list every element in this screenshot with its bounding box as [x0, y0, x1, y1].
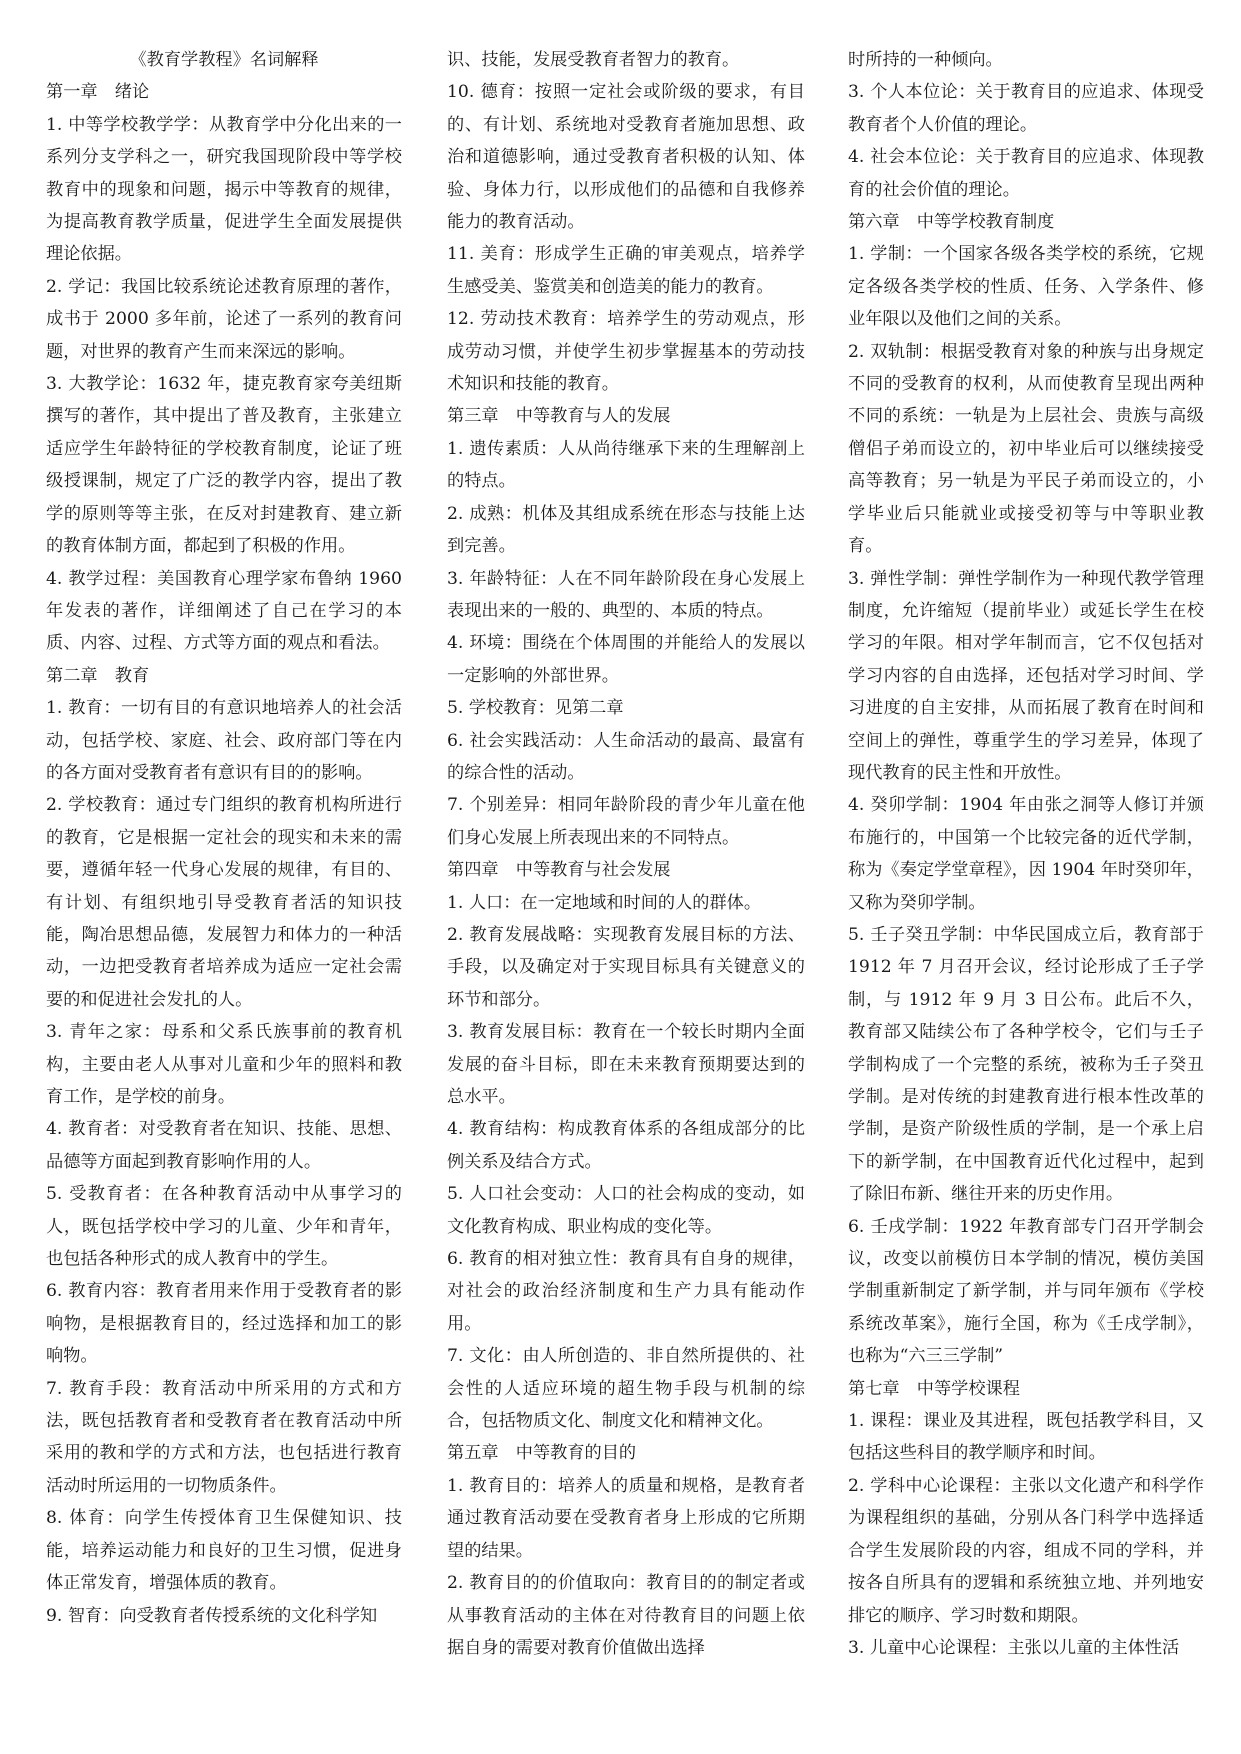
term-entry: 2. 教育发展战略：实现教育发展目标的方法、手段，以及确定对于实现目标具有关键意义的环节和部分。 [447, 924, 805, 1010]
term-entry: 2. 学记：我国比较系统论述教育原理的著作，成书于 2000 多年前，论述了一系列的教育问题，对世界的教育产生而来深远的影响。 [46, 276, 402, 362]
chapter-heading: 第三章 中等教育与人的发展 [447, 406, 671, 427]
term-entry: 3. 儿童中心论课程：主张以儿童的主体性活 [848, 1637, 1180, 1658]
chapter-heading: 第六章 中等学校教育制度 [848, 212, 1055, 233]
term-entry: 3. 个人本位论：关于教育目的应追求、体现受教育者个人价值的理论。 [848, 82, 1204, 135]
term-entry: 2. 双轨制：根据受教育对象的种族与出身规定不同的受教育的权利，从而使教育呈现出两种不同的系统：一轨是为上层社会、贵族与高级僧侣子弟而设立的，初中毕业后可以继续接受高等教育；另一轨是为平民子弟而设立的，小学毕业后只能就业或接受初等与中等职业教育。 [848, 341, 1204, 557]
chapter-heading: 第五章 中等教育的目的 [447, 1443, 637, 1464]
term-entry: 6. 教育内容：教育者用来作用于受教育者的影响物，是根据教育目的，经过选择和加工的影响物。 [46, 1281, 402, 1367]
term-entry: 2. 成熟：机体及其组成系统在形态与技能上达到完善。 [447, 503, 805, 557]
column-left [46, 44, 402, 1632]
term-entry: 时所持的一种倾向。 [848, 50, 1003, 70]
term-entry: 7. 文化：由人所创造的、非自然所提供的、社会性的人适应环境的超生物手段与机制的综合，包括物质文化、制度文化和精神文化。 [447, 1346, 805, 1432]
term-entry: 3. 年龄特征：人在不同年龄阶段在身心发展上表现出来的一般的、典型的、本质的特点。 [447, 568, 805, 621]
term-entry: 7. 个别差异：相同年龄阶段的青少年儿童在他们身心发展上所表现出来的不同特点。 [447, 795, 805, 848]
term-entry: 12. 劳动技术教育：培养学生的劳动观点，形成劳动习惯，并使学生初步掌握基本的劳动技术知识和技能的教育。 [447, 309, 805, 395]
term-entry: 5. 学校教育：见第二章 [447, 698, 624, 719]
document-title: 《教育学教程》名词解释 [129, 50, 319, 70]
term-entry: 1. 教育目的：培养人的质量和规格，是教育者通过教育活动要在受教育者身上形成的它所期望的结果。 [447, 1475, 805, 1561]
term-entry: 1. 遗传素质：人从尚待继承下来的生理解剖上的特点。 [447, 438, 805, 492]
term-entry: 8. 体育：向学生传授体育卫生保健知识、技能，培养运动能力和良好的卫生习惯，促进身体正常发育，增强体质的教育。 [46, 1508, 402, 1594]
term-entry: 6. 壬戌学制：1922 年教育部专门召开学制会议，改变以前模仿日本学制的情况，模仿美国学制重新制定了新学制，并与同年颁布《学校系统改革案》，施行全国，称为《壬戌学制》，也称为“六三三学制” [848, 1216, 1204, 1367]
term-entry: 5. 壬子癸丑学制：中华民国成立后，教育部于 1912 年 7 月召开会议，经讨论形成了壬子学制，与 1912 年 9 月 3 日公布。此后不久，教育部又陆续公布了各种学校令，它们与壬子学制构成了一个完整的系统，被称为壬子癸丑学制。是对传统的封建教育进行根本性改革的学制，是资产阶级性质的学制，是一个承上启下的新学制，在中国教育近代化过程中，起到了除旧布新、继往开来的历史作用。 [848, 924, 1204, 1205]
column-middle [447, 44, 805, 1664]
term-entry: 1. 学制：一个国家各级各类学校的系统，它规定各级各类学校的性质、任务、入学条件、修业年限以及他们之间的关系。 [848, 244, 1204, 330]
term-entry: 4. 教育结构：构成教育体系的各组成部分的比例关系及结合方式。 [447, 1119, 805, 1172]
term-entry: 4. 教育者：对受教育者在知识、技能、思想、品德等方面起到教育影响作用的人。 [46, 1119, 402, 1172]
term-entry: 5. 人口社会变动：人口的社会构成的变动，如文化教育构成、职业构成的变化等。 [447, 1184, 805, 1237]
term-entry: 1. 教育：一切有目的有意识地培养人的社会活动，包括学校、家庭、社会、政府部门等在内的各方面对受教育者有意识有目的的影响。 [46, 698, 402, 783]
term-entry: 6. 社会实践活动：人生命活动的最高、最富有的综合性的活动。 [447, 730, 805, 783]
term-entry: 11. 美育：形成学生正确的审美观点，培养学生感受美、鉴赏美和创造美的能力的教育。 [447, 244, 805, 297]
column-right [848, 44, 1204, 1664]
term-entry: 4. 社会本位论：关于教育目的应追求、体现教育的社会价值的理论。 [848, 147, 1204, 200]
term-entry: 9. 智育：向受教育者传授系统的文化科学知 [46, 1605, 378, 1626]
term-entry: 2. 学校教育：通过专门组织的教育机构所进行的教育，它是根据一定社会的现实和未来的需要，遵循年轻一代身心发展的规律，有目的、有计划、有组织地引导受教育者活的知识技能，陶冶思想品德，发展智力和体力的一种活动，一边把受教育者培养成为适应一定社会需要的和促进社会发扎的人。 [46, 795, 402, 1010]
chapter-heading: 第一章 绪论 [46, 82, 150, 103]
term-entry: 6. 教育的相对独立性：教育具有自身的规律，对社会的政治经济制度和生产力具有能动作用。 [447, 1249, 805, 1334]
term-entry: 1. 人口：在一定地域和时间的人的群体。 [447, 892, 762, 913]
term-entry: 2. 教育目的的价值取向：教育目的的制定者或从事教育活动的主体在对待教育目的问题上依据自身的需要对教育价值做出选择 [447, 1573, 805, 1658]
term-entry: 3. 弹性学制：弹性学制作为一种现代教学管理制度，允许缩短（提前毕业）或延长学生在校学习的年限。相对学年制而言，它不仅包括对学习内容的自由选择，还包括对学习时间、学习进度的自主安排，从而拓展了教育在时间和空间上的弹性，尊重学生的学习差异，体现了现代教育的民主性和开放性。 [848, 568, 1204, 783]
chapter-heading: 第七章 中等学校课程 [848, 1378, 1020, 1399]
term-entry: 4. 教学过程：美国教育心理学家布鲁纳 1960 年发表的著作，详细阐述了自己在学习的本质、内容、过程、方式等方面的观点和看法。 [46, 568, 402, 654]
term-entry: 7. 教育手段：教育活动中所采用的方式和方法，既包括教育者和受教育者在教育活动中所采用的教和学的方式和方法，也包括进行教育活动时所运用的一切物质条件。 [46, 1378, 402, 1496]
term-entry: 10. 德育：按照一定社会或阶级的要求，有目的、有计划、系统地对受教育者施加思想、政治和道德影响，通过受教育者积极的认知、体验、身体力行，以形成他们的品德和自我修养能力的教育活动。 [447, 82, 805, 233]
term-entry: 4. 癸卯学制：1904 年由张之洞等人修订并颁布施行的，中国第一个比较完备的近代学制，称为《奏定学堂章程》，因 1904 年时癸卯年，又称为癸卯学制。 [848, 795, 1204, 913]
term-entry: 3. 教育发展目标：教育在一个较长时期内全面发展的奋斗目标，即在未来教育预期要达到的总水平。 [447, 1022, 805, 1107]
term-entry: 4. 环境：围绕在个体周围的并能给人的发展以一定影响的外部世界。 [447, 633, 805, 686]
term-entry: 2. 学科中心论课程：主张以文化遗产和科学作为课程组织的基础，分别从各门科学中选择适合学生发展阶段的内容，组成不同的学科，并按各自所具有的逻辑和系统独立地、并列地安排它的顺序、学习时数和期限。 [848, 1475, 1204, 1626]
term-entry: 3. 大教学论：1632 年，捷克教育家夸美纽斯撰写的著作，其中提出了普及教育，主张建立适应学生年龄特征的学校教育制度，论证了班级授课制，规定了广泛的教学内容，提出了教学的原则等等主张，在反对封建教育、建立新的教育体制方面，都起到了积极的作用。 [46, 374, 402, 557]
term-entry: 识、技能，发展受教育者智力的教育。 [447, 50, 740, 70]
term-entry: 1. 中等学校教学学：从教育学中分化出来的一系列分支学科之一，研究我国现阶段中等学校教育中的现象和问题，揭示中等教育的规律，为提高教育教学质量，促进学生全面发展提供理论依据。 [46, 114, 402, 265]
term-entry: 5. 受教育者：在各种教育活动中从事学习的人，既包括学校中学习的儿童、少年和青年，也包括各种形式的成人教育中的学生。 [46, 1184, 402, 1270]
term-entry: 3. 青年之家：母系和父系氏族事前的教育机构，主要由老人从事对儿童和少年的照料和教育工作，是学校的前身。 [46, 1022, 402, 1107]
term-entry: 1. 课程：课业及其进程，既包括教学科目，又包括这些科目的教学顺序和时间。 [848, 1411, 1204, 1464]
chapter-heading: 第二章 教育 [46, 665, 150, 686]
chapter-heading: 第四章 中等教育与社会发展 [447, 860, 671, 881]
